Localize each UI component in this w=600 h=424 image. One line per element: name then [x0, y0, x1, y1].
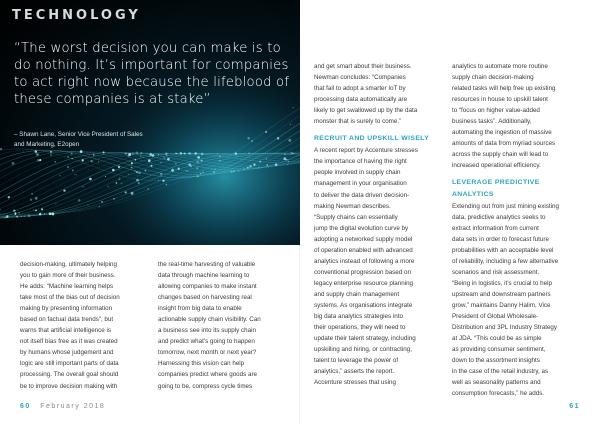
particle-dot: [41, 208, 43, 210]
particle-dot: [74, 174, 75, 175]
particle-dot: [28, 214, 31, 217]
body-text: analytics to automate more routine supply chain decision-making related tasks will help free up existing resources in house to upskill talent to “focus on higher value-added business tasks”. Additionally, automating the ingestion of massive amounts of data from myriad sources across the supply chain will lead to increased operational efficiency.: [452, 63, 556, 170]
particle-dot: [150, 165, 152, 167]
particle-dot: [266, 164, 268, 166]
particle-dot: [219, 160, 220, 161]
particle-dot: [37, 159, 40, 162]
particle-dot: [39, 213, 41, 215]
section-tag: TECHNOLOGY: [12, 8, 141, 23]
particle-dot: [55, 203, 56, 204]
particle-dot: [82, 159, 84, 161]
particle-dot: [160, 173, 163, 176]
particle-dot: [197, 156, 200, 159]
particle-dot: [72, 169, 74, 171]
particle-dot: [167, 158, 170, 161]
particle-dot: [67, 156, 69, 158]
particle-dot: [288, 161, 290, 163]
particle-dot: [125, 191, 127, 193]
particle-dot: [78, 199, 80, 201]
particle-dot: [140, 155, 142, 157]
article-column-3: [314, 61, 438, 388]
particle-dot: [178, 168, 180, 170]
particle-dot: [287, 164, 288, 165]
folio-left: [20, 403, 105, 410]
particle-dot: [201, 160, 203, 162]
particle-dot: [21, 216, 22, 217]
body-text: A recent report by Accenture stresses the importance of having the right people involved in supply chain management in your organisation to deliver the data driven decision- making Newman describes. “Supply chains can essentially jump the digital evolution curve by adopting a networked supply model of operation enabled with advanced analytics instead of following a more conventional progression based on legacy enterprise resource planning and supply chain management systems. As organisations integrate big data analytics strategies into their operations, they will need to update their talent strategy, including upskilling and hiring, or contracting, talent to leverage the power of analytics,” asserts the report. Accenture stresses that using: [314, 147, 418, 387]
particle-dot: [197, 176, 198, 177]
particle-dot: [125, 152, 127, 154]
particle-dot: [107, 186, 108, 187]
page-number: 60: [20, 403, 31, 410]
pull-quote: “The worst decision you can make is to do nothing. It’s important for companies to act right now because the lifeblood of these companies is at stake”: [14, 41, 290, 107]
particle-dot: [15, 213, 17, 215]
particle-dot: [35, 150, 38, 153]
particle-dot: [213, 171, 215, 173]
particle-dot: [201, 153, 204, 156]
particle-dot: [143, 157, 144, 158]
particle-dot: [243, 168, 245, 170]
particle-dot: [131, 192, 134, 195]
particle-dot: [149, 153, 152, 156]
particle-dot: [35, 197, 38, 200]
page-number: 61: [569, 403, 580, 410]
particle-dot: [288, 139, 291, 142]
particle-dot: [200, 173, 201, 174]
particle-dot: [19, 212, 20, 213]
particle-dot: [128, 174, 129, 175]
particle-dot: [118, 178, 120, 180]
particle-dot: [113, 198, 115, 200]
particle-dot: [93, 154, 95, 156]
particle-dot: [71, 158, 72, 159]
particle-dot: [87, 205, 88, 206]
particle-dot: [13, 209, 15, 211]
particle-dot: [277, 137, 279, 139]
particle-dot: [71, 153, 73, 155]
article-column-1: [20, 259, 144, 392]
particle-dot: [284, 154, 286, 156]
particle-dot: [247, 137, 249, 139]
particle-dot: [158, 154, 159, 155]
particle-dot: [103, 151, 105, 153]
particle-dot: [258, 167, 259, 168]
particle-dot: [180, 152, 182, 154]
particle-dot: [105, 176, 106, 177]
particle-dot: [238, 170, 239, 171]
particle-dot: [240, 159, 241, 160]
particle-dot: [30, 198, 32, 200]
particle-dot: [248, 153, 250, 155]
particle-dot: [265, 131, 267, 133]
article-column-2: [158, 259, 282, 392]
particle-dot: [127, 155, 129, 157]
particle-dot: [6, 215, 8, 217]
particle-dot: [55, 161, 56, 162]
particle-dot: [268, 167, 269, 168]
particle-dot: [183, 153, 184, 154]
particle-dot: [3, 217, 4, 218]
particle-dot: [203, 172, 204, 173]
particle-dot: [132, 153, 133, 154]
particle-dot: [44, 213, 45, 214]
particle-dot: [0, 148, 2, 150]
particle-dot: [136, 152, 139, 155]
particle-dot: [219, 156, 220, 157]
particle-dot: [171, 169, 174, 172]
particle-dot: [76, 174, 77, 175]
particle-dot: [266, 158, 267, 159]
particle-dot: [116, 182, 117, 183]
particle-dot: [121, 183, 123, 185]
particle-dot: [147, 188, 148, 189]
particle-dot: [249, 165, 251, 167]
body-text: the real-time harvesting of valuable data through machine learning to allowing companies to make instant changes based on harvesting real insight from big data to enable actionable supply chain visibility. Can a business see into its supply chain and predict what’s going to happen tomorrow, next month or next year? Harnessing this vision can help companies predict where goods are going to be, compress cycle times: [158, 261, 261, 390]
particle-dot: [233, 171, 234, 172]
particle-dot: [148, 159, 151, 162]
particle-dot: [136, 179, 139, 182]
particle-dot: [24, 216, 25, 217]
particle-dot: [131, 167, 133, 169]
particle-dot: [133, 154, 134, 155]
subheading-recruit: RECRUIT AND UPSKILL WISELY: [314, 135, 430, 143]
particle-dot: [80, 150, 83, 153]
particle-dot: [59, 175, 61, 177]
particle-dot: [88, 169, 89, 170]
body-text: and get smart about their business. Newman concludes: “Companies that fail to adopt a smarter IoT by processing data automatically are likely to get swallowed up by the data monster that is surely to come.”: [314, 63, 418, 126]
particle-dot: [235, 152, 237, 154]
particle-dot: [119, 178, 120, 179]
particle-dot: [186, 170, 188, 172]
particle-dot: [89, 178, 92, 181]
particle-dot: [188, 163, 191, 166]
particle-dot: [175, 153, 176, 154]
particle-dot: [12, 162, 15, 165]
particle-dot: [118, 166, 120, 168]
folio-right: [569, 403, 580, 410]
particle-dot: [33, 209, 34, 210]
particle-dot: [160, 162, 162, 164]
particle-dot: [140, 152, 142, 154]
particle-dot: [166, 155, 167, 156]
particle-dot: [35, 210, 37, 212]
particle-dot: [194, 152, 196, 154]
particle-dot: [197, 161, 199, 163]
particle-dot: [162, 180, 164, 182]
particle-dot: [185, 170, 186, 171]
hero-image: [0, 0, 300, 245]
particle-dot: [158, 180, 159, 181]
particle-dot: [63, 189, 65, 191]
article-column-4: [452, 61, 576, 399]
particle-dot: [112, 169, 114, 171]
particle-dot: [253, 164, 255, 166]
particle-dot: [275, 163, 278, 166]
particle-dot: [152, 154, 155, 157]
particle-dot: [80, 161, 81, 162]
particle-dot: [290, 152, 293, 155]
particle-dot: [16, 216, 18, 218]
particle-dot: [8, 196, 10, 198]
particle-dot: [175, 163, 177, 165]
particle-dot: [217, 153, 218, 154]
particle-dot: [134, 170, 136, 172]
particle-dot: [82, 186, 84, 188]
particle-dot: [135, 159, 137, 161]
particle-dot: [189, 152, 192, 155]
digital-wave-illustration: [0, 0, 300, 245]
particle-dot: [99, 206, 100, 207]
particle-dot: [290, 124, 291, 125]
particle-dot: [251, 140, 253, 142]
particle-dot: [283, 157, 286, 160]
particle-dot: [237, 155, 238, 156]
particle-dot: [23, 151, 24, 152]
body-text: Extending out from just mining existing data, predictive analytics seeks to extract information from current data sets in order to forecast future probabilities with an acceptable level of reliability, including a few alternative scenarios and risk assessment. “Being in logistics, it’s crucial to help upstream and downstream partners grow,” maintains Danny Halim, Vice President of Global Wholesale- Distribution and 3PL Industry Strategy at JDA. “This could be as simple as providing consumer sentiment, down to the assortment insights in the case of the retail industry, as well as seasonality patterns and consumption forecasts,” he adds.: [452, 202, 559, 398]
particle-dot: [36, 153, 39, 156]
particle-dot: [31, 193, 33, 195]
particle-dot: [230, 171, 232, 173]
quote-attribution: – Shawn Lane, Senior Vice President of Sales and Marketing, E2open: [14, 131, 143, 148]
particle-dot: [51, 212, 54, 215]
particle-dot: [91, 160, 93, 162]
particle-dot: [190, 166, 191, 167]
subheading-predictive: LEVERAGE PREDICTIVE ANALYTICS: [452, 179, 540, 198]
particle-dot: [247, 167, 249, 169]
particle-dot: [98, 161, 99, 162]
particle-dot: [136, 171, 138, 173]
particle-dot: [147, 153, 148, 154]
particle-dot: [138, 172, 141, 175]
body-text: decision-making, ultimately helping you to gain more of their business. He adds: “Machine learning helps take most of the bias out of decision making by presenting information based on factual data trends”, but warns that artificial intelligence is not itself bias free as it was created by humans whose judgement and logic are still important parts of data processing. The overall goal should be to improve decision making with: [20, 261, 120, 390]
particle-dot: [67, 166, 69, 168]
particle-dot: [164, 157, 165, 158]
particle-dot: [145, 170, 147, 172]
particle-dot: [49, 212, 52, 215]
particle-dot: [50, 154, 52, 156]
particle-dot: [259, 161, 261, 163]
particle-dot: [176, 153, 177, 154]
particle-dot: [39, 159, 41, 161]
particle-dot: [196, 167, 198, 169]
particle-dot: [101, 201, 103, 203]
particle-dot: [211, 169, 212, 170]
particle-dot: [166, 184, 168, 186]
particle-dot: [293, 153, 294, 154]
issue-date: February 2018: [40, 403, 106, 410]
particle-dot: [131, 162, 133, 164]
particle-dot: [214, 169, 215, 170]
particle-dot: [196, 174, 197, 175]
particle-dot: [138, 182, 140, 184]
particle-dot: [184, 153, 186, 155]
particle-dot: [50, 151, 52, 153]
particle-dot: [165, 153, 167, 155]
